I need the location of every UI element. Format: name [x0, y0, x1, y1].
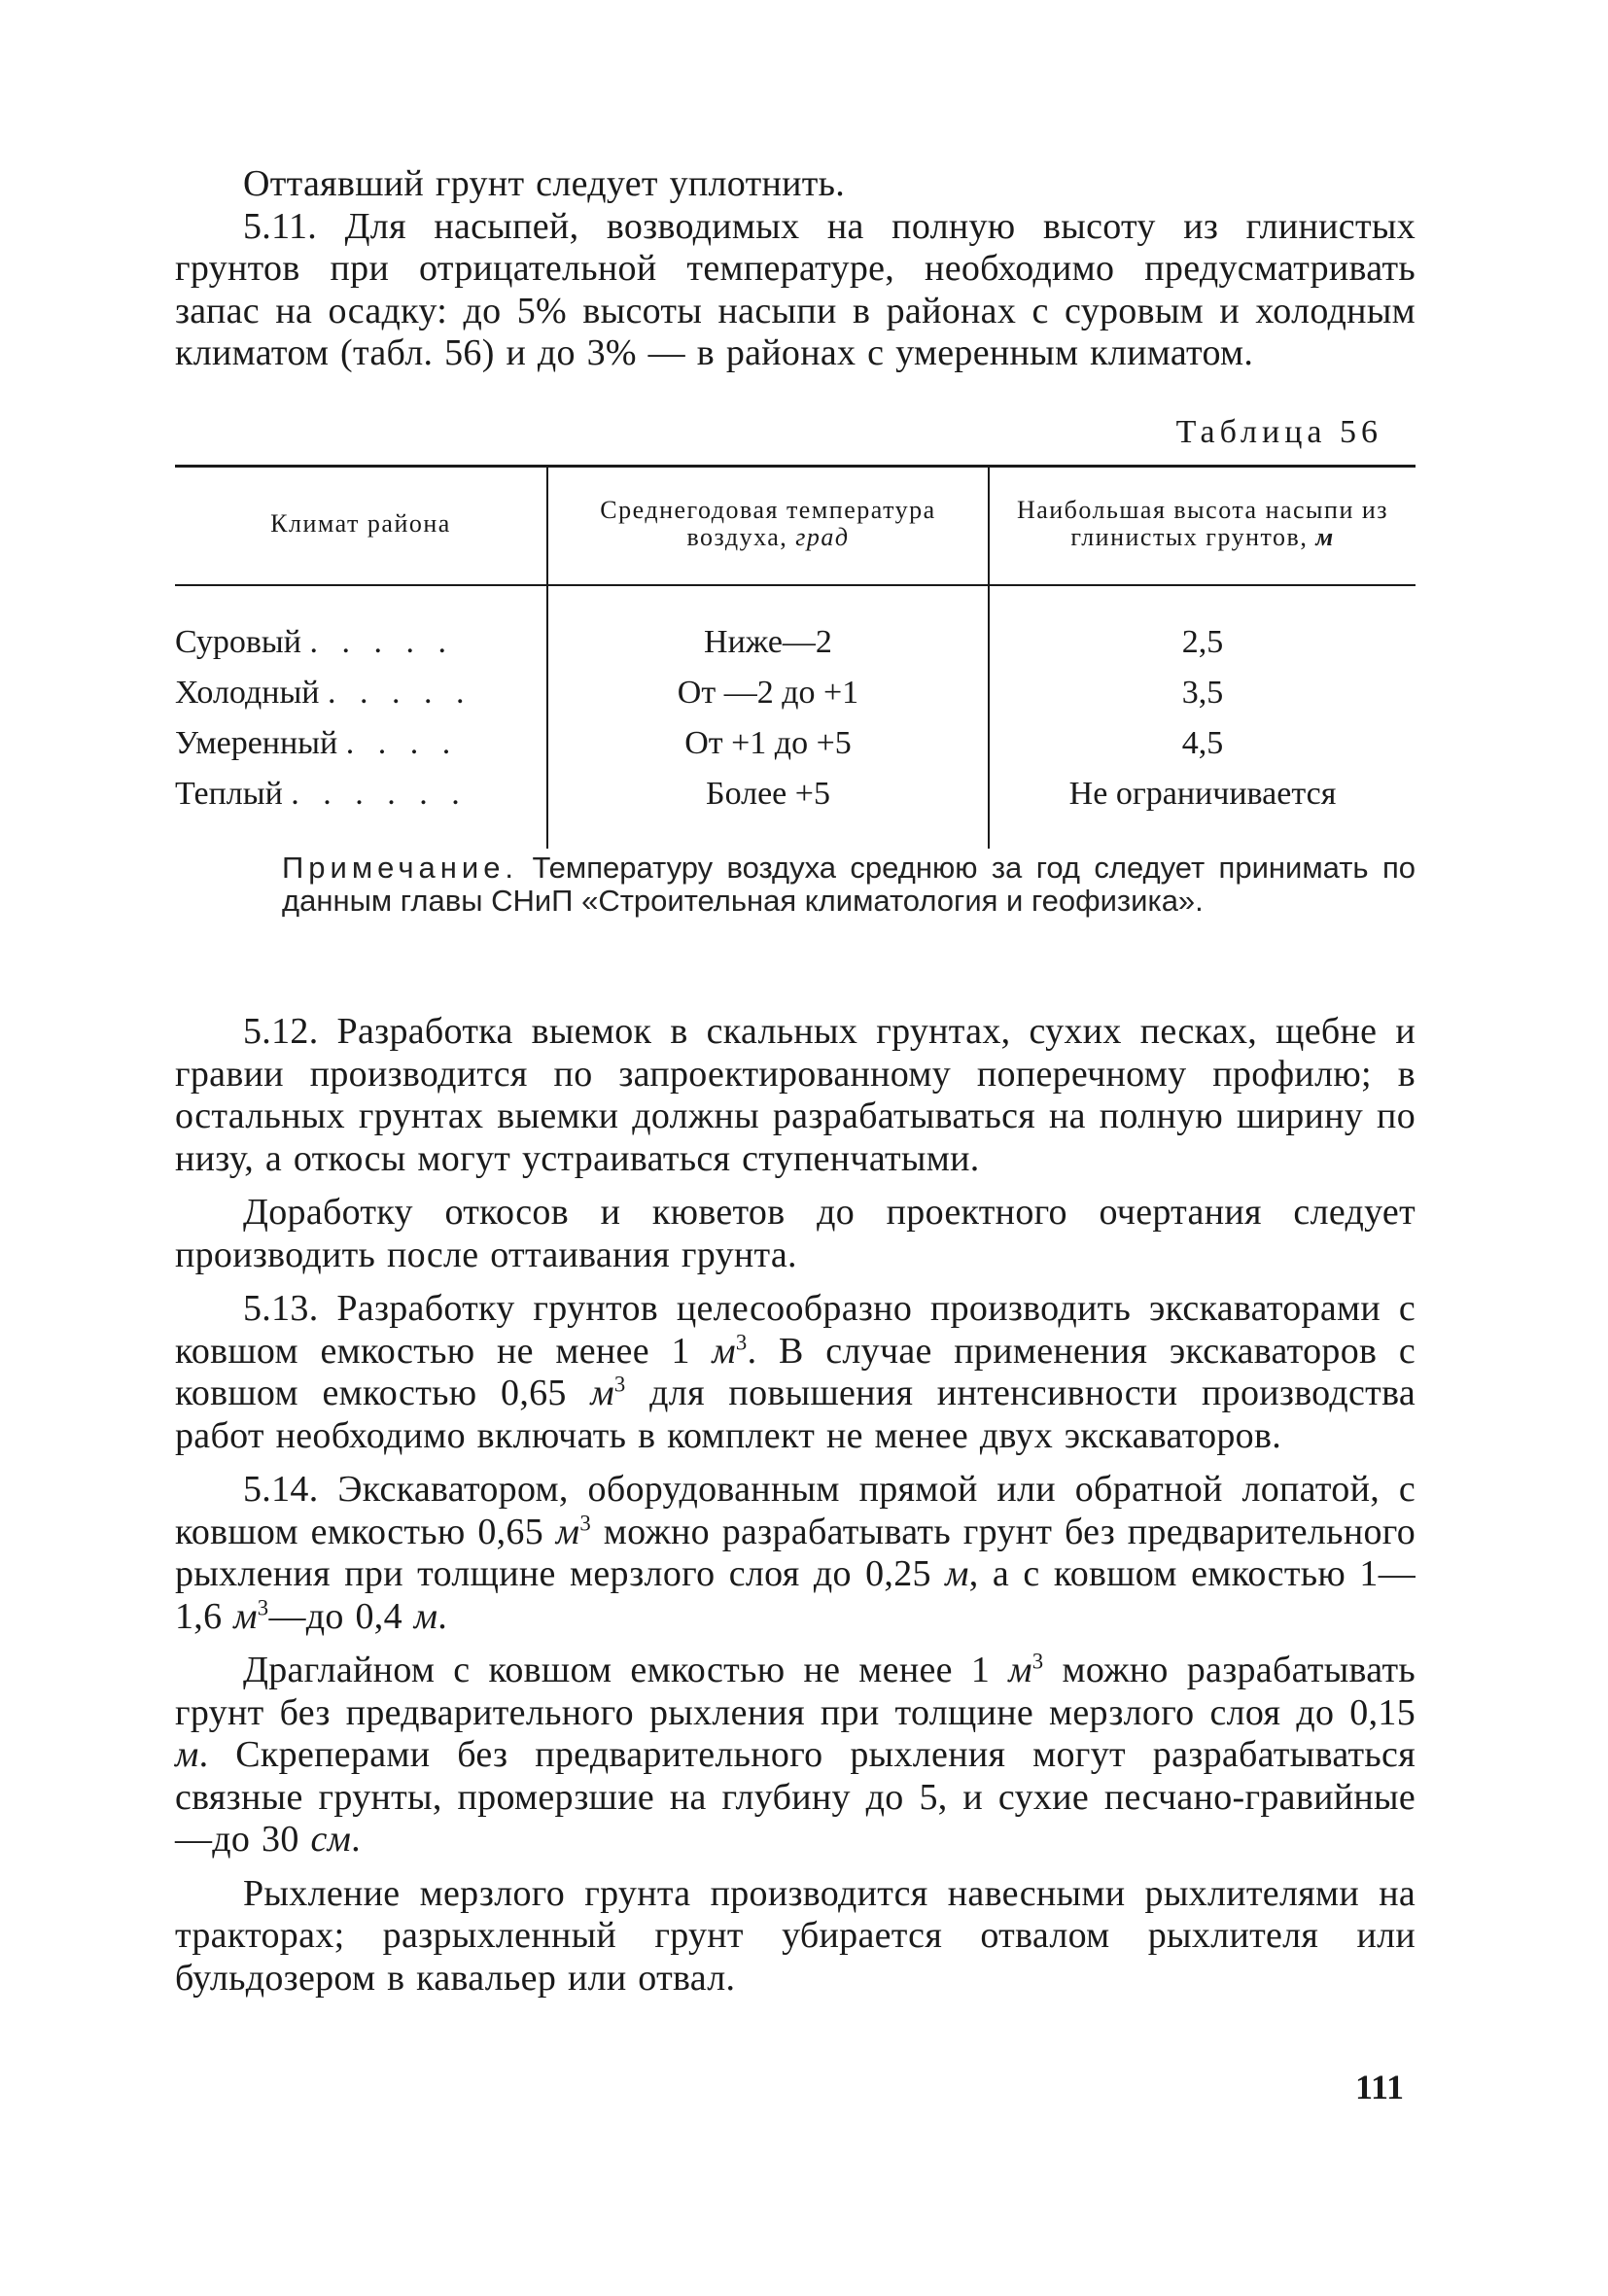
cell-temperature: От +1 до +5	[547, 718, 989, 769]
paragraph-5-11: 5.11. Для насыпей, возводимых на полную высоту из глинистых грунтов при отрицательной температуре, необходимо предусматривать запас на осадку: до 5% высоты насыпи в районах с суровым и холодным климатом (табл. 56) и до 3% — в районах с умеренным климатом.	[175, 205, 1416, 373]
header-temperature: Среднегодовая температура воздуха, град	[547, 467, 989, 586]
cell-height: 4,5	[989, 718, 1416, 769]
cell-height: Не ограничивается	[989, 769, 1416, 849]
paragraph-dragline: Драглайном с ковшом емкостью не менее 1 $м^3$ можно разрабатывать грунт без предварительного рыхления при толщине мерзлого слоя до 0,15 м. Скреперами без предварительного рыхления могут разрабатываться связные грунты, промерзшие на глубину до 5, и сухие песчано-гравийные—до 30 см.	[175, 1649, 1416, 1860]
table-note	[282, 852, 1416, 918]
table-row	[175, 769, 1416, 849]
cell-climate: Суровый . . . . .	[175, 624, 454, 660]
cell-temperature: Ниже—2	[547, 585, 989, 668]
unit-m: м	[1315, 523, 1335, 551]
cell-height: 2,5	[989, 585, 1416, 668]
paragraph-5-12: 5.12. Разработка выемок в скальных грунтах, сухих песках, щебне и гравии производится по запроектированному поперечному профилю; в остальных грунтах выемки должны разрабатываться на полную ширину по низу, а откосы могут устраиваться ступенчатыми.	[175, 1011, 1416, 1179]
header-max-height: Наибольшая высота насыпи из глинистых грунтов, м	[989, 467, 1416, 586]
note-text: Температуру воздуха среднюю за год следует принимать по данным главы СНиП «Строительная климатология и геофизика».	[282, 851, 1416, 918]
table-header-row	[175, 467, 1416, 586]
paragraph-5-14: 5.14. Экскаватором, оборудованным прямой или обратной лопатой, с ковшом емкостью 0,65 $м^3$ можно разрабатывать грунт без предварительного рыхления при толщине мерзлого слоя до 0,25 м, а с ковшом емкостью 1—1,6 $м^3—до$ 0,4 м.	[175, 1469, 1416, 1637]
unit-grad: град	[795, 523, 850, 551]
cell-climate: Умеренный . . . .	[175, 725, 459, 761]
paragraph-ripping: Рыхление мерзлого грунта производится навесными рыхлителями на тракторах; разрыхленный грунт убирается отвалом рыхлителя или бульдозером в кавальер или отвал.	[175, 1872, 1416, 1999]
body-text	[175, 1011, 1416, 2000]
paragraph-slopes: Доработку откосов и кюветов до проектного очертания следует производить после оттаивания грунта.	[175, 1192, 1416, 1275]
note-label: Примечание.	[282, 851, 519, 885]
top-text	[175, 163, 1416, 375]
header-climate: Климат района	[175, 467, 547, 586]
table-row	[175, 668, 1416, 718]
climate-table	[175, 465, 1416, 849]
table-row	[175, 718, 1416, 769]
table-caption: Таблица 56	[1175, 414, 1382, 450]
cell-temperature: От —2 до +1	[547, 668, 989, 718]
cell-climate: Теплый . . . . . .	[175, 776, 468, 812]
cell-height: 3,5	[989, 668, 1416, 718]
paragraph-5-13: 5.13. Разработку грунтов целесообразно производить экскаваторами с ковшом емкостью не менее 1 $м^3$. В случае применения экскаваторов с ковшом емкостью 0,65 $м^3$ для повышения интенсивности производства работ необходимо включать в комплект не менее двух экскаваторов.	[175, 1288, 1416, 1456]
page-number: 111	[1354, 2068, 1404, 2106]
cell-temperature: Более +5	[547, 769, 989, 849]
cell-climate: Холодный . . . . .	[175, 675, 472, 711]
paragraph-thawed-soil: Оттаявший грунт следует уплотнить.	[243, 163, 846, 204]
table-row	[175, 585, 1416, 668]
